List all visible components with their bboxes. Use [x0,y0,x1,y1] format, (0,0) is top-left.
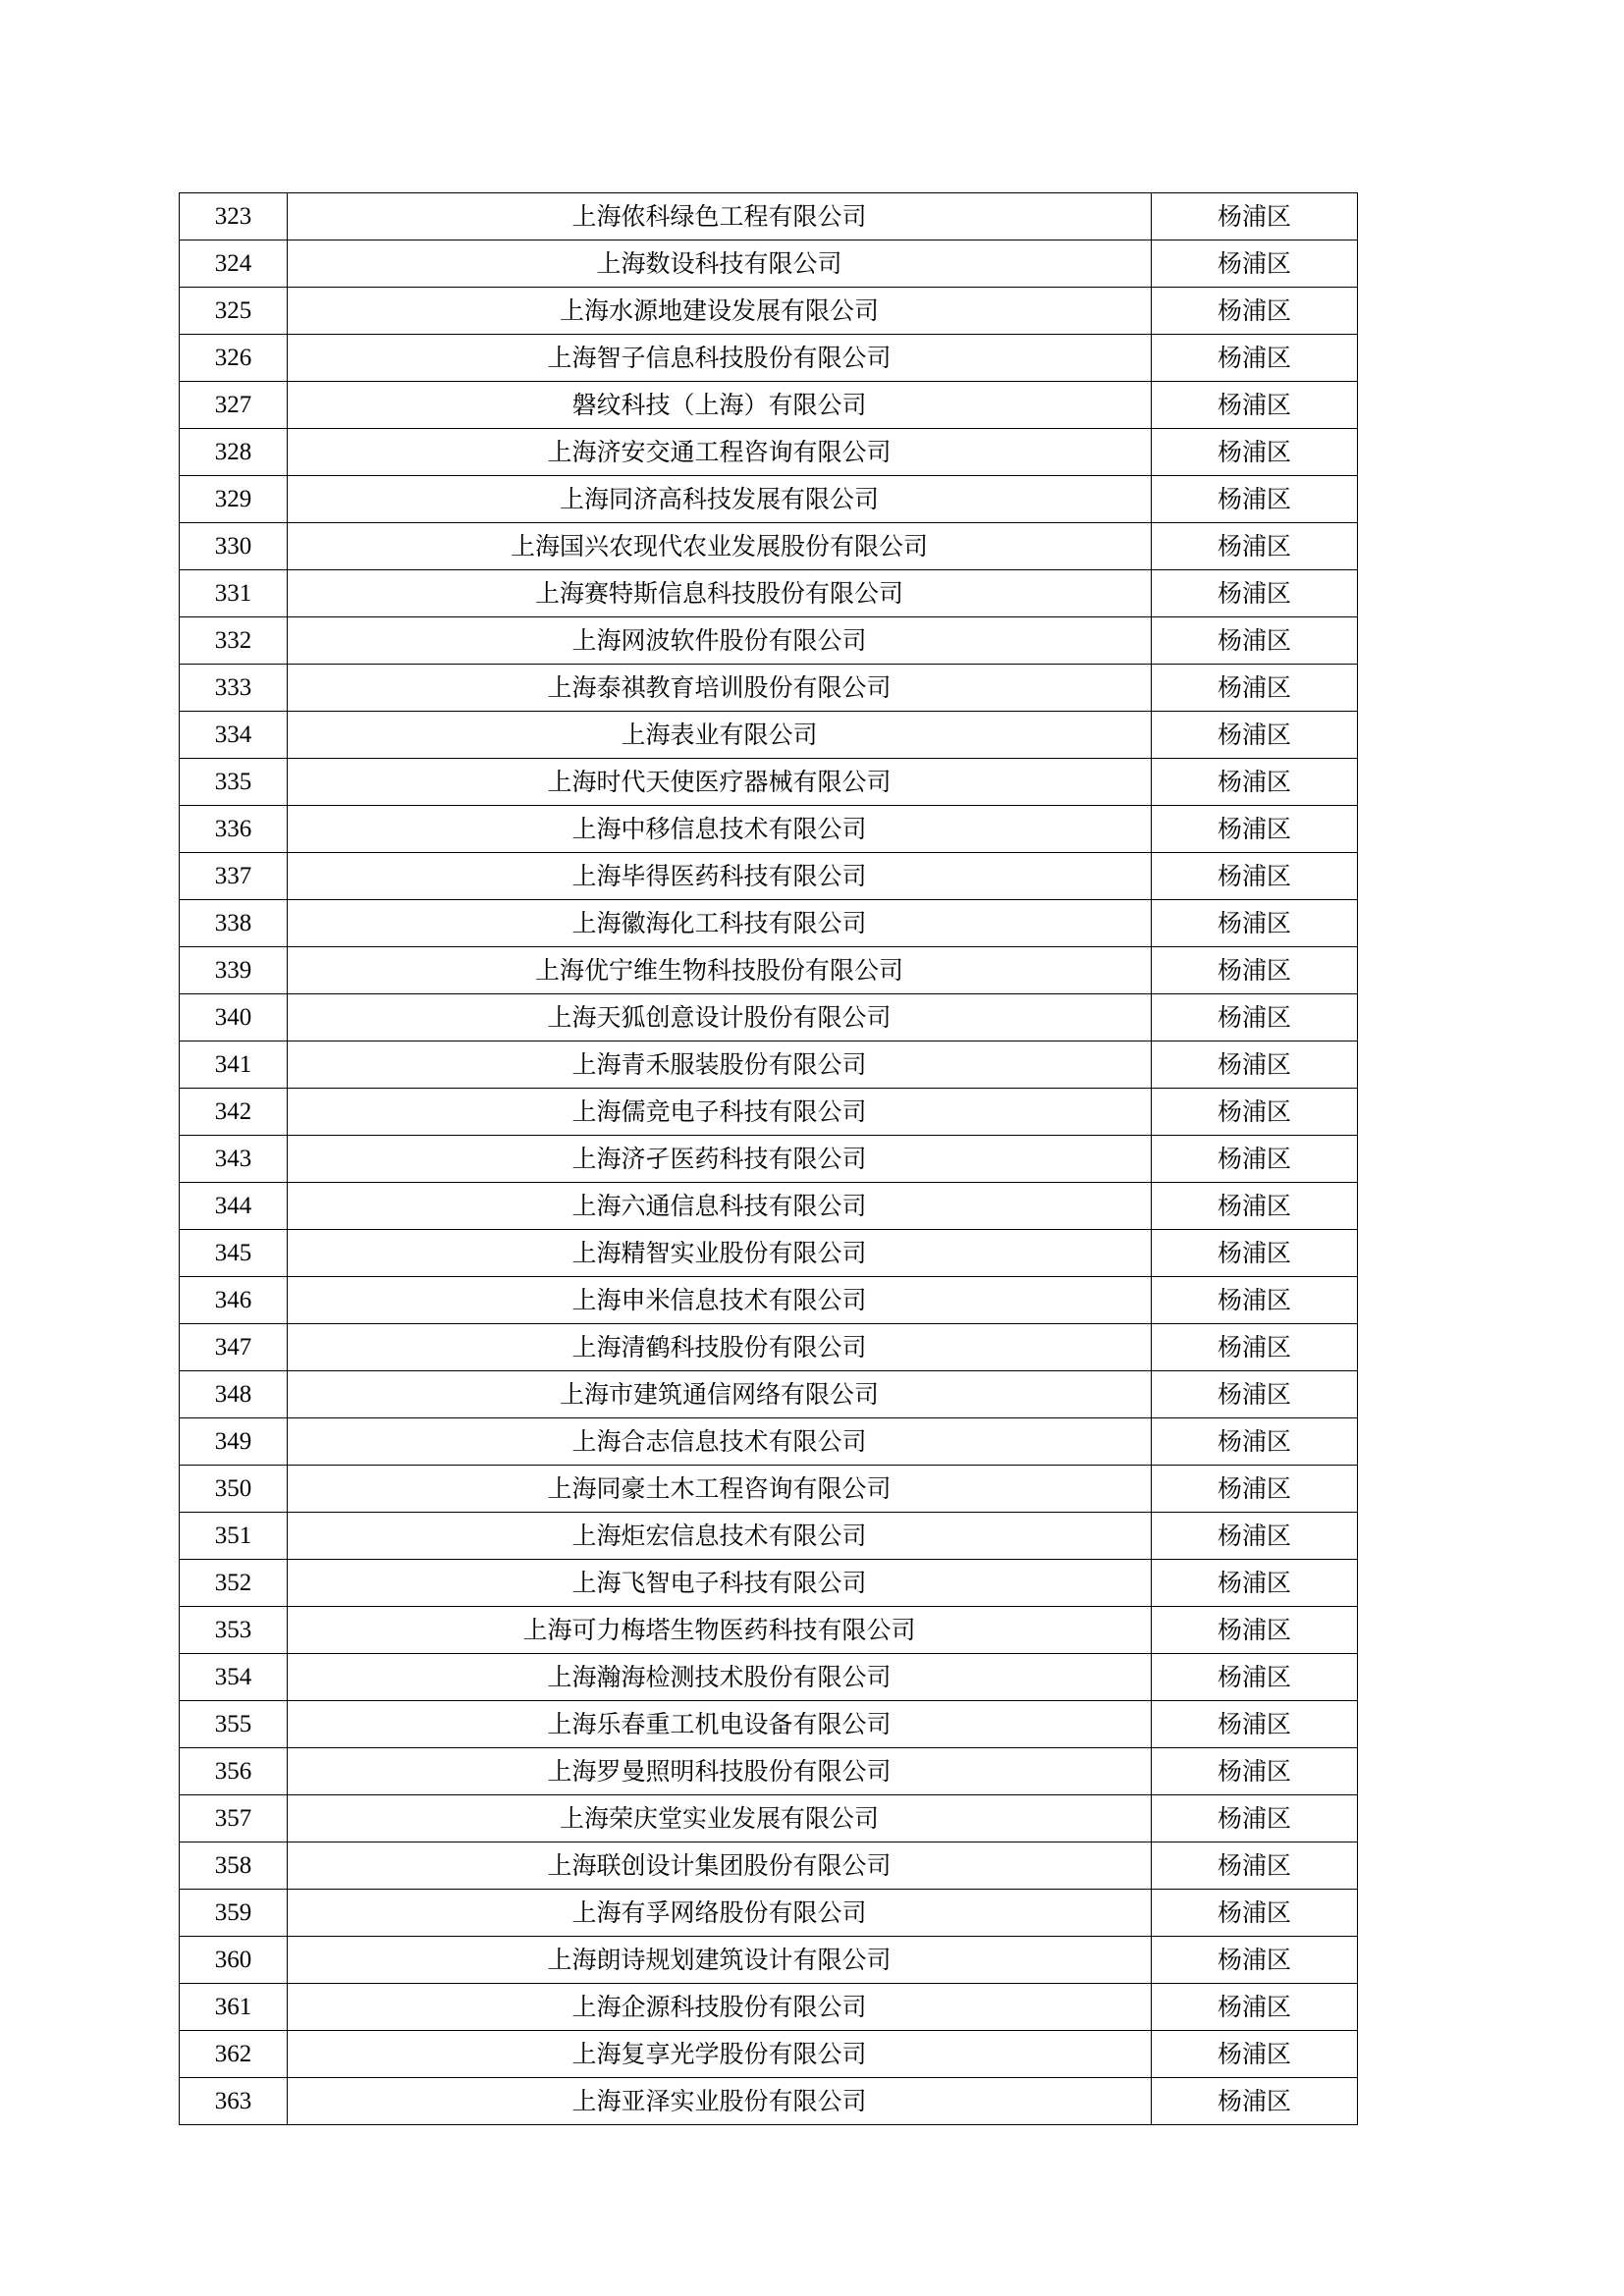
district-cell: 杨浦区 [1152,1324,1358,1371]
row-index-cell: 331 [180,570,288,617]
enterprise-name-cell: 上海六通信息科技有限公司 [288,1183,1152,1230]
table-row [180,759,1358,806]
district-cell: 杨浦区 [1152,1371,1358,1418]
row-index-cell: 353 [180,1607,288,1654]
enterprise-name-cell: 上海济安交通工程咨询有限公司 [288,429,1152,476]
district-cell: 杨浦区 [1152,1183,1358,1230]
district-cell: 杨浦区 [1152,1418,1358,1466]
row-index-cell: 354 [180,1654,288,1701]
enterprise-name-cell: 上海罗曼照明科技股份有限公司 [288,1748,1152,1795]
row-index-cell: 356 [180,1748,288,1795]
enterprise-name-cell: 上海侬科绿色工程有限公司 [288,193,1152,240]
enterprise-name-cell: 上海儒竞电子科技有限公司 [288,1089,1152,1136]
enterprise-name-cell: 上海济孑医药科技有限公司 [288,1136,1152,1183]
row-index-cell: 334 [180,712,288,759]
district-cell: 杨浦区 [1152,1607,1358,1654]
enterprise-name-cell: 上海国兴农现代农业发展股份有限公司 [288,523,1152,570]
table-row [180,523,1358,570]
row-index-cell: 363 [180,2078,288,2125]
district-cell: 杨浦区 [1152,1842,1358,1890]
row-index-cell: 351 [180,1513,288,1560]
district-cell: 杨浦区 [1152,1937,1358,1984]
district-cell: 杨浦区 [1152,947,1358,994]
table-row [180,1654,1358,1701]
row-index-cell: 341 [180,1041,288,1089]
table-row [180,193,1358,240]
row-index-cell: 337 [180,853,288,900]
enterprise-name-cell: 上海可力梅塔生物医药科技有限公司 [288,1607,1152,1654]
enterprise-name-cell: 上海清鹤科技股份有限公司 [288,1324,1152,1371]
row-index-cell: 343 [180,1136,288,1183]
table-row [180,1795,1358,1842]
enterprise-name-cell: 上海市建筑通信网络有限公司 [288,1371,1152,1418]
table-row [180,665,1358,712]
table-row [180,1277,1358,1324]
table-row [180,617,1358,665]
enterprise-name-cell: 上海赛特斯信息科技股份有限公司 [288,570,1152,617]
enterprise-name-cell: 上海数设科技有限公司 [288,240,1152,288]
enterprise-name-cell: 上海青禾服装股份有限公司 [288,1041,1152,1089]
district-cell: 杨浦区 [1152,712,1358,759]
row-index-cell: 338 [180,900,288,947]
enterprise-name-cell: 上海毕得医药科技有限公司 [288,853,1152,900]
row-index-cell: 333 [180,665,288,712]
district-cell: 杨浦区 [1152,1089,1358,1136]
enterprise-name-cell: 上海天狐创意设计股份有限公司 [288,994,1152,1041]
row-index-cell: 325 [180,288,288,335]
table-row [180,1560,1358,1607]
row-index-cell: 352 [180,1560,288,1607]
district-cell: 杨浦区 [1152,617,1358,665]
district-cell: 杨浦区 [1152,900,1358,947]
row-index-cell: 327 [180,382,288,429]
table-row [180,570,1358,617]
row-index-cell: 360 [180,1937,288,1984]
table-row [180,947,1358,994]
district-cell: 杨浦区 [1152,1701,1358,1748]
table-row [180,1890,1358,1937]
table-row [180,429,1358,476]
enterprise-list-table-container [179,192,1357,2125]
enterprise-name-cell: 上海合志信息技术有限公司 [288,1418,1152,1466]
enterprise-name-cell: 上海炬宏信息技术有限公司 [288,1513,1152,1560]
row-index-cell: 335 [180,759,288,806]
row-index-cell: 340 [180,994,288,1041]
table-row [180,1937,1358,1984]
enterprise-name-cell: 上海乐春重工机电设备有限公司 [288,1701,1152,1748]
enterprise-name-cell: 上海精智实业股份有限公司 [288,1230,1152,1277]
enterprise-name-cell: 上海亚泽实业股份有限公司 [288,2078,1152,2125]
table-body [180,193,1358,2125]
enterprise-name-cell: 上海水源地建设发展有限公司 [288,288,1152,335]
table-row [180,1984,1358,2031]
table-row [180,1041,1358,1089]
row-index-cell: 350 [180,1466,288,1513]
district-cell: 杨浦区 [1152,1513,1358,1560]
district-cell: 杨浦区 [1152,1041,1358,1089]
table-row [180,382,1358,429]
row-index-cell: 332 [180,617,288,665]
row-index-cell: 355 [180,1701,288,1748]
enterprise-name-cell: 上海表业有限公司 [288,712,1152,759]
district-cell: 杨浦区 [1152,1795,1358,1842]
row-index-cell: 361 [180,1984,288,2031]
row-index-cell: 330 [180,523,288,570]
table-row [180,335,1358,382]
enterprise-name-cell: 磐纹科技（上海）有限公司 [288,382,1152,429]
table-row [180,1842,1358,1890]
enterprise-name-cell: 上海申米信息技术有限公司 [288,1277,1152,1324]
table-row [180,1230,1358,1277]
enterprise-name-cell: 上海同豪土木工程咨询有限公司 [288,1466,1152,1513]
row-index-cell: 362 [180,2031,288,2078]
enterprise-name-cell: 上海瀚海检测技术股份有限公司 [288,1654,1152,1701]
enterprise-name-cell: 上海中移信息技术有限公司 [288,806,1152,853]
enterprise-name-cell: 上海徽海化工科技有限公司 [288,900,1152,947]
district-cell: 杨浦区 [1152,476,1358,523]
district-cell: 杨浦区 [1152,429,1358,476]
table-row [180,1136,1358,1183]
row-index-cell: 329 [180,476,288,523]
row-index-cell: 339 [180,947,288,994]
table-row [180,1324,1358,1371]
enterprise-name-cell: 上海企源科技股份有限公司 [288,1984,1152,2031]
row-index-cell: 359 [180,1890,288,1937]
enterprise-name-cell: 上海复享光学股份有限公司 [288,2031,1152,2078]
row-index-cell: 358 [180,1842,288,1890]
table-row [180,853,1358,900]
enterprise-name-cell: 上海时代天使医疗器械有限公司 [288,759,1152,806]
table-row [180,240,1358,288]
district-cell: 杨浦区 [1152,288,1358,335]
enterprise-name-cell: 上海荣庆堂实业发展有限公司 [288,1795,1152,1842]
enterprise-name-cell: 上海飞智电子科技有限公司 [288,1560,1152,1607]
table-row [180,476,1358,523]
district-cell: 杨浦区 [1152,665,1358,712]
table-row [180,1701,1358,1748]
table-row [180,1607,1358,1654]
district-cell: 杨浦区 [1152,1560,1358,1607]
row-index-cell: 347 [180,1324,288,1371]
district-cell: 杨浦区 [1152,759,1358,806]
district-cell: 杨浦区 [1152,193,1358,240]
table-row [180,2031,1358,2078]
district-cell: 杨浦区 [1152,335,1358,382]
district-cell: 杨浦区 [1152,853,1358,900]
table-row [180,1089,1358,1136]
district-cell: 杨浦区 [1152,1466,1358,1513]
district-cell: 杨浦区 [1152,1654,1358,1701]
table-row [180,1418,1358,1466]
district-cell: 杨浦区 [1152,2078,1358,2125]
row-index-cell: 346 [180,1277,288,1324]
district-cell: 杨浦区 [1152,1890,1358,1937]
row-index-cell: 324 [180,240,288,288]
row-index-cell: 342 [180,1089,288,1136]
enterprise-name-cell: 上海有孚网络股份有限公司 [288,1890,1152,1937]
table-row [180,994,1358,1041]
table-row [180,1513,1358,1560]
enterprise-name-cell: 上海泰祺教育培训股份有限公司 [288,665,1152,712]
table-row [180,1466,1358,1513]
row-index-cell: 344 [180,1183,288,1230]
table-row [180,1183,1358,1230]
table-row [180,1371,1358,1418]
row-index-cell: 349 [180,1418,288,1466]
district-cell: 杨浦区 [1152,1748,1358,1795]
district-cell: 杨浦区 [1152,1984,1358,2031]
enterprise-name-cell: 上海网波软件股份有限公司 [288,617,1152,665]
row-index-cell: 336 [180,806,288,853]
table-row [180,900,1358,947]
enterprise-list-table [179,192,1358,2125]
district-cell: 杨浦区 [1152,240,1358,288]
row-index-cell: 357 [180,1795,288,1842]
row-index-cell: 328 [180,429,288,476]
table-row [180,712,1358,759]
row-index-cell: 326 [180,335,288,382]
district-cell: 杨浦区 [1152,523,1358,570]
table-row [180,1748,1358,1795]
enterprise-name-cell: 上海联创设计集团股份有限公司 [288,1842,1152,1890]
enterprise-name-cell: 上海同济高科技发展有限公司 [288,476,1152,523]
district-cell: 杨浦区 [1152,1277,1358,1324]
enterprise-name-cell: 上海优宁维生物科技股份有限公司 [288,947,1152,994]
table-row [180,288,1358,335]
district-cell: 杨浦区 [1152,382,1358,429]
district-cell: 杨浦区 [1152,1136,1358,1183]
row-index-cell: 323 [180,193,288,240]
row-index-cell: 345 [180,1230,288,1277]
district-cell: 杨浦区 [1152,806,1358,853]
row-index-cell: 348 [180,1371,288,1418]
enterprise-name-cell: 上海智子信息科技股份有限公司 [288,335,1152,382]
district-cell: 杨浦区 [1152,1230,1358,1277]
district-cell: 杨浦区 [1152,2031,1358,2078]
district-cell: 杨浦区 [1152,570,1358,617]
table-row [180,806,1358,853]
enterprise-name-cell: 上海朗诗规划建筑设计有限公司 [288,1937,1152,1984]
table-row [180,2078,1358,2125]
district-cell: 杨浦区 [1152,994,1358,1041]
